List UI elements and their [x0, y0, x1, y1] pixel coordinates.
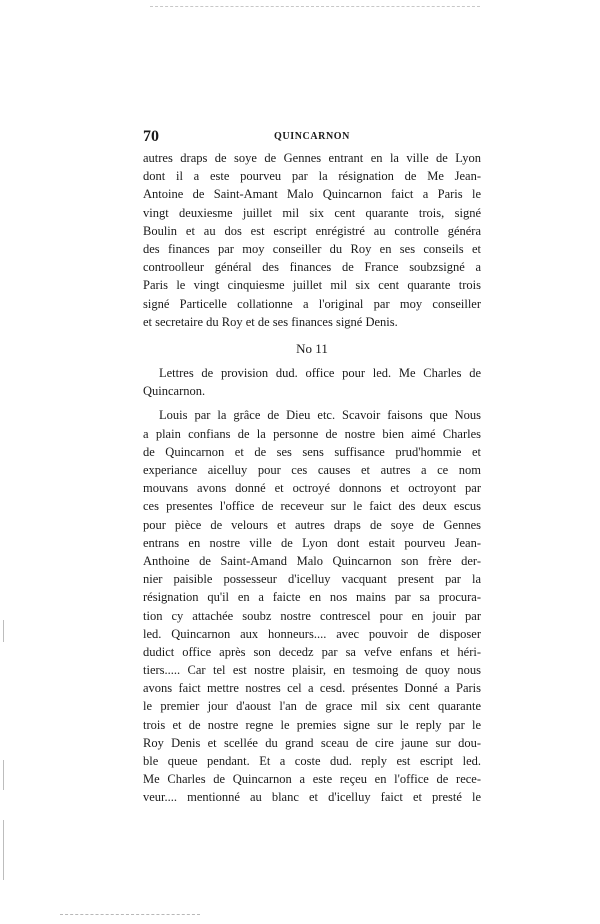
section-heading: No 11	[296, 340, 328, 356]
text-line: le premier jour d'aoust l'an de grace mil six cent quarante	[143, 699, 481, 714]
text-line: tiers..... Car tel est nostre plaisir, en tesmoing de quoy nous	[143, 663, 481, 678]
text-line: dudict office après son decedz par sa vefve enfans et héri-	[143, 644, 481, 659]
text-line: mouvans avons donné et octroyé donnons et octroyont par	[143, 481, 481, 496]
text-line: a plain confians de la personne de nostre bien aimé Charles	[143, 426, 481, 441]
text-line: ces presentes l'office de receveur sur le faict des deux escus	[143, 499, 481, 514]
text-line: Me Charles de Quincarnon a este reçeu en l'office de rece-	[143, 772, 481, 787]
text-line: résignation qu'il en a faicte en nos mains par sa procura-	[143, 590, 481, 605]
margin-binding-mark	[3, 820, 4, 880]
text-line: trois et de nostre regne le premies signe sur le reply par le	[143, 717, 481, 732]
text-line: vingt deuxiesme juillet mil six cent quarante trois, signé	[143, 205, 481, 220]
running-title: QUINCARNON	[274, 131, 350, 142]
text-line: controolleur général des finances de France soubzsigné a	[143, 260, 481, 275]
text-line: nier paisible possesseur d'icelluy vacquant present par la	[143, 572, 481, 587]
text-line: et secretaire du Roy et de ses finances signé Denis.	[143, 314, 398, 329]
text-line: Roy Denis et scellée du grand sceau de cire jaune sur dou-	[143, 735, 481, 750]
text-line: pour pièce de velours et autres draps de soye de Gennes	[143, 517, 481, 532]
text-line: Anthoine de Saint-Amand Malo Quincarnon son frère der-	[143, 553, 481, 568]
text-line: tion cy attachée soubz nostre contrescel pour en jouir par	[143, 608, 481, 623]
text-line: ble queue pendant. Et a coste dud. reply est escript led.	[143, 754, 481, 768]
page-number: 70	[143, 128, 159, 145]
text-line: signé Particelle collationne a l'original par moy conseiller	[143, 296, 481, 311]
margin-binding-mark	[3, 620, 4, 642]
text-line: led. Quincarnon aux honneurs.... avec pouvoir de disposer	[143, 626, 481, 641]
body-text	[143, 149, 481, 807]
paragraph-continuation	[143, 149, 481, 331]
text-line: dont il a este pourveu par la résignation de Me Jean-	[143, 169, 481, 184]
text-line: Quincarnon.	[143, 384, 206, 399]
page-header	[143, 128, 481, 148]
bottom-edge-rule	[60, 914, 200, 915]
text-line: Lettres de provision dud. office pour led. Me Charles de	[159, 366, 481, 381]
text-line: Antoine de Saint-Amant Malo Quincarnon faict a Paris le	[143, 187, 481, 202]
text-line: de Quincarnon et de ses sens suffisance prud'hommie et	[143, 444, 481, 459]
margin-binding-mark	[3, 760, 4, 790]
text-line: veur.... mentionné au blanc et d'icelluy faict et presté le	[143, 790, 481, 805]
text-line: entrans en nostre ville de Lyon dont estait pourveu Jean-	[143, 535, 481, 550]
text-line: experiance aicelluy pour ces causes et autres a ce nom	[143, 463, 481, 477]
text-line: avons faict mettre nostres cel a cesd. présentes Donné a Paris	[143, 681, 481, 696]
text-line: Paris le vingt cinquiesme juillet mil six cent quarante trois	[143, 278, 481, 293]
text-line: des finances par moy conseiller du Roy en ses conseils et	[143, 241, 481, 256]
text-line: Louis par la grâce de Dieu etc. Scavoir faisons que Nous	[159, 408, 481, 423]
text-line: Boulin et au dos est escript enrégistré au controlle généra	[143, 223, 481, 238]
top-edge-rule	[150, 6, 480, 7]
text-line: autres draps de soye de Gennes entrant en la ville de Lyon	[143, 151, 481, 165]
paragraph-title	[143, 364, 481, 400]
paragraph-letters	[143, 406, 481, 806]
